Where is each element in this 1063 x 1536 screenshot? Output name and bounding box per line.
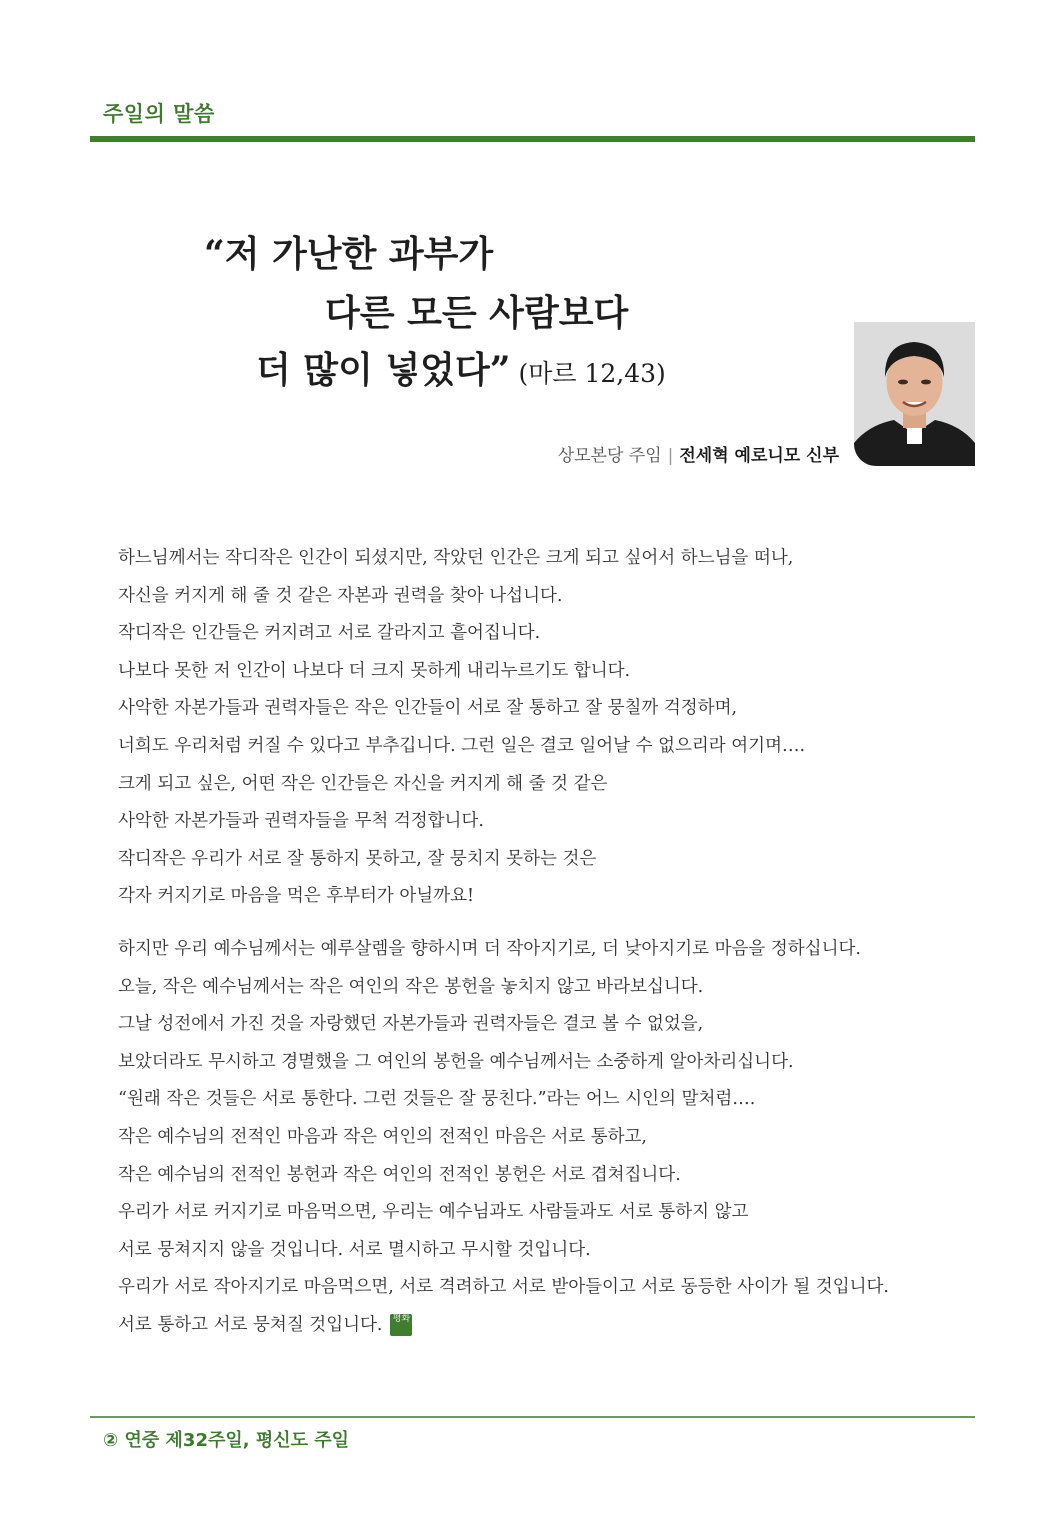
body-line: 각자 커지기로 마음을 먹은 후부터가 아닐까요! (118, 886, 475, 907)
body-line: 작디작은 우리가 서로 잘 통하지 못하고, 잘 뭉치지 못하는 것은 (118, 848, 597, 869)
author-portrait (854, 322, 975, 466)
article-body (118, 540, 968, 1344)
body-last-text: 서로 통하고 서로 뭉쳐질 것입니다. (118, 1314, 383, 1335)
body-line: 보았더라도 무시하고 경멸했을 그 여인의 봉헌을 예수님께서는 소중하게 알아차리십니다. (118, 1051, 794, 1072)
body-line: 오늘, 작은 예수님께서는 작은 여인의 작은 봉헌을 놓치지 않고 바라보십니다. (118, 976, 704, 997)
body-line: 작은 예수님의 전적인 봉헌과 작은 여인의 전적인 봉헌은 서로 겹쳐집니다. (118, 1164, 681, 1185)
section-label: 주일의 말씀 (103, 102, 215, 126)
body-line: 사악한 자본가들과 권력자들은 작은 인간들이 서로 잘 통하고 잘 뭉칠까 걱정하며, (118, 698, 738, 719)
body-line: 우리가 서로 작아지기로 마음먹으면, 서로 격려하고 서로 받아들이고 서로 동등한 사이가 될 것입니다. (118, 1277, 889, 1298)
quote-line-3-text: 더 많이 넣었다” (256, 349, 511, 391)
bottom-divider (90, 1416, 975, 1418)
paragraph-gap (118, 916, 968, 931)
body-line: 사악한 자본가들과 권력자들을 무척 걱정합니다. (118, 811, 484, 832)
body-line: 작디작은 인간들은 커지려고 서로 갈라지고 흩어집니다. (118, 623, 541, 644)
body-line: 작은 예수님의 전적인 마음과 작은 여인의 전적인 마음은 서로 통하고, (118, 1126, 647, 1147)
peace-end-mark: 평화 (390, 1314, 412, 1336)
body-line: “원래 작은 것들은 서로 통한다. 그런 것들은 잘 뭉친다.”라는 어느 시인의 말처럼…. (118, 1089, 756, 1110)
body-line: 너희도 우리처럼 커질 수 있다고 부추깁니다. 그런 일은 결코 일어날 수 없으리라 여기며…. (118, 735, 806, 756)
author-separator: | (667, 446, 674, 466)
body-line: 크게 되고 싶은, 어떤 작은 인간들은 자신을 커지게 해 줄 것 같은 (118, 773, 608, 794)
quote-line-2: 다른 모든 사람보다 (325, 292, 629, 334)
top-divider (90, 136, 975, 142)
body-line: 그날 성전에서 가진 것을 자랑했던 자본가들과 권력자들은 결코 볼 수 없었을, (118, 1014, 704, 1035)
body-line: 서로 뭉쳐지지 않을 것입니다. 서로 멸시하고 무시할 것입니다. (118, 1239, 591, 1260)
body-line: 하지만 우리 예수님께서는 예루살렘을 향하시며 더 작아지기로, 더 낮아지기로 마음을 정하십니다. (118, 938, 861, 959)
portrait-image (854, 322, 975, 466)
author-credit (558, 441, 839, 466)
quote-line-3 (256, 342, 666, 393)
author-name: 전세혁 예로니모 신부 (679, 446, 839, 466)
author-role: 상모본당 주임 (557, 446, 662, 466)
body-line-last (118, 1307, 968, 1345)
body-line: 하느님께서는 작디작은 인간이 되셨지만, 작았던 인간은 크게 되고 싶어서 하느님을 떠나, (118, 548, 794, 568)
quote-citation: (마르 12,43) (518, 359, 666, 388)
body-line: 자신을 커지게 해 줄 것 같은 자본과 권력을 찾아 나섭니다. (118, 585, 563, 606)
quote-line-1: “저 가난한 과부가 (204, 233, 494, 275)
body-line: 우리가 서로 커지기로 마음먹으면, 우리는 예수님과도 사람들과도 서로 통하지 않고 (118, 1202, 749, 1223)
body-line: 나보다 못한 저 인간이 나보다 더 크지 못하게 내리누르기도 합니다. (118, 660, 631, 681)
footer-label: ② 연중 제32주일, 평신도 주일 (103, 1430, 350, 1451)
